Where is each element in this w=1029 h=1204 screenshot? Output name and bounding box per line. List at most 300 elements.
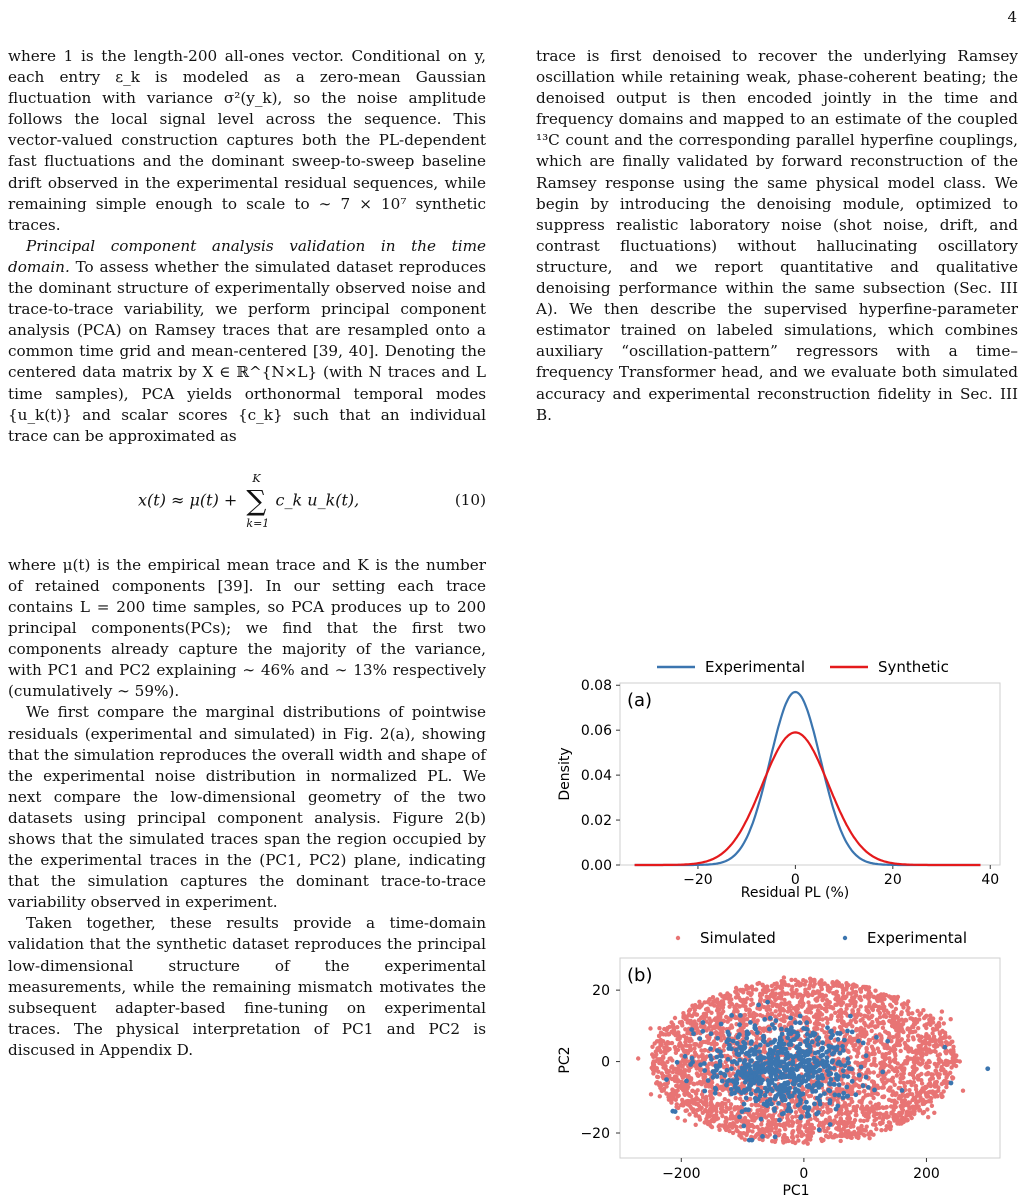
point-experimental <box>755 1030 760 1035</box>
point-simulated <box>698 1043 702 1047</box>
point-simulated <box>911 1037 915 1041</box>
point-simulated <box>831 984 835 988</box>
point-simulated <box>937 1024 941 1028</box>
point-simulated <box>815 1027 819 1031</box>
point-simulated <box>717 1092 721 1096</box>
point-simulated <box>894 1066 898 1070</box>
point-simulated <box>735 987 739 991</box>
point-simulated <box>683 1118 687 1122</box>
point-simulated <box>747 1124 751 1128</box>
point-simulated <box>867 1136 871 1140</box>
point-experimental <box>793 1020 798 1025</box>
point-experimental <box>769 1074 774 1079</box>
point-simulated <box>916 1044 920 1048</box>
point-experimental <box>747 1053 752 1058</box>
legend-a <box>657 658 949 676</box>
point-experimental <box>741 1040 746 1045</box>
point-simulated <box>849 1125 853 1129</box>
point-simulated <box>657 1026 661 1030</box>
point-simulated <box>881 1026 885 1030</box>
point-experimental <box>691 1031 696 1036</box>
point-simulated <box>817 990 821 994</box>
point-experimental <box>766 1060 771 1065</box>
point-simulated <box>765 1007 769 1011</box>
point-simulated <box>818 1010 822 1014</box>
point-experimental <box>832 1082 837 1087</box>
point-experimental <box>809 1065 814 1070</box>
point-simulated <box>790 1115 794 1119</box>
point-simulated <box>759 1122 763 1126</box>
point-simulated <box>724 1128 728 1132</box>
point-simulated <box>744 1119 748 1123</box>
point-simulated <box>805 1089 809 1093</box>
point-simulated <box>868 1038 872 1042</box>
point-simulated <box>681 1088 685 1092</box>
point-simulated <box>687 1037 691 1041</box>
point-simulated <box>916 1034 920 1038</box>
point-experimental <box>765 1066 770 1071</box>
point-simulated <box>908 1105 912 1109</box>
point-simulated <box>880 994 884 998</box>
point-simulated <box>849 1019 853 1023</box>
point-simulated <box>659 1039 663 1043</box>
point-simulated <box>844 1024 848 1028</box>
point-simulated <box>694 1042 698 1046</box>
point-simulated <box>912 1068 916 1072</box>
point-simulated <box>939 1036 943 1040</box>
point-experimental <box>793 1054 798 1059</box>
point-simulated <box>813 1004 817 1008</box>
point-simulated <box>920 1053 924 1057</box>
point-experimental <box>796 1103 801 1108</box>
point-experimental <box>793 1087 798 1092</box>
point-simulated <box>910 1050 914 1054</box>
point-simulated <box>824 994 828 998</box>
point-experimental <box>749 1069 754 1074</box>
point-simulated <box>730 1125 734 1129</box>
point-experimental <box>788 1109 793 1114</box>
point-experimental <box>803 1079 808 1084</box>
point-experimental <box>808 1034 813 1039</box>
point-simulated <box>879 1128 883 1132</box>
point-simulated <box>899 1121 903 1125</box>
point-simulated <box>874 1103 878 1107</box>
point-simulated <box>667 1093 671 1097</box>
point-simulated <box>905 1027 909 1031</box>
point-simulated <box>731 1131 735 1135</box>
point-simulated <box>897 1111 901 1115</box>
point-experimental <box>741 1124 746 1129</box>
point-simulated <box>721 1009 725 1013</box>
point-experimental <box>859 1065 864 1070</box>
point-simulated <box>685 1031 689 1035</box>
point-experimental <box>786 1091 791 1096</box>
point-simulated <box>833 1003 837 1007</box>
point-experimental <box>782 1089 787 1094</box>
point-simulated <box>781 1139 785 1143</box>
point-simulated <box>735 1129 739 1133</box>
point-experimental <box>872 1088 877 1093</box>
point-experimental <box>864 1075 869 1080</box>
figure-svg <box>545 650 1015 1200</box>
point-experimental <box>788 1016 793 1021</box>
point-simulated <box>906 1038 910 1042</box>
point-simulated <box>690 1014 694 1018</box>
point-simulated <box>773 993 777 997</box>
point-simulated <box>905 1080 909 1084</box>
point-simulated <box>701 1040 705 1044</box>
point-simulated <box>821 1126 825 1130</box>
point-simulated <box>767 995 771 999</box>
point-simulated <box>887 1120 891 1124</box>
point-simulated <box>871 1047 875 1051</box>
point-simulated <box>721 1000 725 1004</box>
point-simulated <box>925 1094 929 1098</box>
point-simulated <box>961 1089 965 1093</box>
point-experimental <box>772 1038 777 1043</box>
point-simulated <box>840 1021 844 1025</box>
point-simulated <box>867 1002 871 1006</box>
point-experimental <box>723 1073 728 1078</box>
point-simulated <box>651 1066 655 1070</box>
point-simulated <box>906 1049 910 1053</box>
point-simulated <box>682 1068 686 1072</box>
point-experimental <box>759 1070 764 1075</box>
point-experimental <box>690 1056 695 1061</box>
point-simulated <box>743 1013 747 1017</box>
point-experimental <box>767 1027 772 1032</box>
point-experimental <box>812 1102 817 1107</box>
point-simulated <box>738 997 742 1001</box>
point-simulated <box>708 1093 712 1097</box>
point-simulated <box>864 1032 868 1036</box>
point-simulated <box>839 1139 843 1143</box>
point-simulated <box>778 1009 782 1013</box>
point-simulated <box>636 1056 640 1060</box>
point-simulated <box>710 1002 714 1006</box>
point-simulated <box>890 1020 894 1024</box>
point-experimental <box>837 1082 842 1087</box>
point-simulated <box>671 1024 675 1028</box>
point-simulated <box>655 1046 659 1050</box>
point-simulated <box>857 1099 861 1103</box>
point-experimental <box>942 1045 947 1050</box>
ytick-label-b: 0 <box>601 1054 610 1071</box>
point-simulated <box>741 990 745 994</box>
point-simulated <box>665 1060 669 1064</box>
point-simulated <box>942 1081 946 1085</box>
point-simulated <box>794 1114 798 1118</box>
xlabel-a: Residual PL (%) <box>740 885 850 901</box>
xtick-label-a: −20 <box>683 872 713 888</box>
point-simulated <box>857 1130 861 1134</box>
point-experimental <box>813 1032 818 1037</box>
paragraph: trace is first denoised to recover the underlying Ramsey oscillation while retaining weak, phase-coherent beating; the denoised output is then encoded jointly in the time and frequency domains and mapped to an estimate of the coupled ¹³C count and the corresponding parallel hyperfine couplings, which are finally validated by forward reconstruction of the Ramsey response using the same physical model class. We begin by introducing the denoising module, optimized to suppress realistic laboratory noise (shot noise, drift, and contrast fluctuations) without hallucinating oscillatory structure, and we report quantitative and qualitative denoising performance within the same subsection (Sec. III A). We then describe the supervised hyperfine-parameter estimator trained on labeled simulations, which combines auxiliary “oscillation-pattern” regressors with a time–frequency Transformer head, and we evaluate both simulated accuracy and experimental reconstruction fidelity in Sec. III B. <box>536 47 1018 424</box>
point-simulated <box>878 1115 882 1119</box>
point-simulated <box>720 1105 724 1109</box>
point-experimental <box>815 1074 820 1079</box>
point-simulated <box>917 1061 921 1065</box>
point-experimental <box>806 1060 811 1065</box>
point-simulated <box>884 1128 888 1132</box>
point-experimental <box>773 1077 778 1082</box>
point-simulated <box>901 1102 905 1106</box>
point-simulated <box>773 986 777 990</box>
point-simulated <box>752 1118 756 1122</box>
point-simulated <box>801 1110 805 1114</box>
point-simulated <box>691 1005 695 1009</box>
point-simulated <box>866 1093 870 1097</box>
point-experimental <box>803 1026 808 1031</box>
point-experimental <box>773 1061 778 1066</box>
point-simulated <box>945 1040 949 1044</box>
point-simulated <box>826 1107 830 1111</box>
point-experimental <box>726 1057 731 1062</box>
point-experimental <box>799 1114 804 1119</box>
point-experimental <box>850 1079 855 1084</box>
point-experimental <box>753 1066 758 1071</box>
point-experimental <box>798 1098 803 1103</box>
point-simulated <box>863 1059 867 1063</box>
point-simulated <box>665 1040 669 1044</box>
point-experimental <box>864 1053 869 1058</box>
point-experimental <box>843 1063 848 1068</box>
point-simulated <box>721 1033 725 1037</box>
point-experimental <box>779 1027 784 1032</box>
point-simulated <box>912 1076 916 1080</box>
point-experimental <box>766 1087 771 1092</box>
point-simulated <box>770 1126 774 1130</box>
page-number: 4 <box>1007 8 1017 26</box>
equation-lhs: x(t) ≈ μ(t) + <box>138 490 238 510</box>
point-simulated <box>873 989 877 993</box>
point-experimental <box>760 1134 765 1139</box>
point-simulated <box>919 1090 923 1094</box>
paragraph: We first compare the marginal distributions of pointwise residuals (experimental and simulated) in Fig. 2(a), showing that the simulation reproduces the overall width and shape of the experimental noise distribution in normalized PL. We next compare the low-dimensional geometry of the two datasets using principal component analysis. Figure 2(b) shows that the simulated traces span the region occupied by the experimental traces in the (PC1, PC2) plane, indicating that the simulation captures the dominant trace-to-trace variability observed in experiment. <box>8 703 486 912</box>
point-simulated <box>943 1050 947 1054</box>
point-experimental <box>780 1098 785 1103</box>
point-experimental <box>758 1055 763 1060</box>
point-experimental <box>749 1041 754 1046</box>
point-simulated <box>850 986 854 990</box>
point-simulated <box>881 1020 885 1024</box>
xlabel-b: PC1 <box>782 1183 810 1199</box>
point-simulated <box>708 1120 712 1124</box>
point-experimental <box>775 1055 780 1060</box>
point-experimental <box>783 1068 788 1073</box>
point-experimental <box>779 1060 784 1065</box>
xtick-label-b: 200 <box>913 1166 940 1182</box>
legend-label-synthetic: Synthetic <box>878 658 949 676</box>
point-simulated <box>890 1004 894 1008</box>
point-simulated <box>667 1098 671 1102</box>
point-experimental <box>773 1096 778 1101</box>
point-simulated <box>833 1011 837 1015</box>
point-simulated <box>844 1134 848 1138</box>
point-simulated <box>697 1055 701 1059</box>
point-simulated <box>951 1054 955 1058</box>
point-experimental <box>816 1069 821 1074</box>
sum-lower: k=1 <box>246 516 270 530</box>
point-experimental <box>719 1022 724 1027</box>
point-simulated <box>918 1049 922 1053</box>
point-experimental <box>689 1027 694 1032</box>
point-simulated <box>846 1129 850 1133</box>
point-simulated <box>919 1072 923 1076</box>
point-experimental <box>735 1077 740 1082</box>
point-simulated <box>895 1038 899 1042</box>
point-simulated <box>861 1096 865 1100</box>
point-simulated <box>721 1123 725 1127</box>
point-experimental <box>729 1091 734 1096</box>
point-simulated <box>883 1056 887 1060</box>
point-simulated <box>707 998 711 1002</box>
point-experimental <box>866 1085 871 1090</box>
ylabel-b: PC2 <box>557 1046 573 1074</box>
point-experimental <box>827 1101 832 1106</box>
point-simulated <box>716 1116 720 1120</box>
point-simulated <box>760 983 764 987</box>
series-line-experimental <box>635 692 981 865</box>
point-experimental <box>727 1032 732 1037</box>
equation-number: (10) <box>454 491 486 510</box>
point-simulated <box>872 1070 876 1074</box>
point-simulated <box>687 1020 691 1024</box>
point-simulated <box>858 1018 862 1022</box>
point-experimental <box>746 1031 751 1036</box>
point-simulated <box>790 1130 794 1134</box>
point-experimental <box>874 1035 879 1040</box>
point-simulated <box>913 1097 917 1101</box>
point-experimental <box>792 1077 797 1082</box>
point-experimental <box>804 1020 809 1025</box>
point-simulated <box>870 1020 874 1024</box>
point-simulated <box>685 1108 689 1112</box>
point-experimental <box>778 1089 783 1094</box>
point-simulated <box>754 987 758 991</box>
point-experimental <box>725 1079 730 1084</box>
point-simulated <box>895 997 899 1001</box>
point-simulated <box>838 1025 842 1029</box>
point-simulated <box>795 1134 799 1138</box>
point-experimental <box>683 1054 688 1059</box>
point-simulated <box>921 1102 925 1106</box>
point-simulated <box>782 1133 786 1137</box>
point-simulated <box>686 1085 690 1089</box>
point-simulated <box>893 1053 897 1057</box>
paragraph: Taken together, these results provide a time-domain validation that the synthetic dataset reproduces the principal low-dimensional structure of the experimental measurements, while the remaining mismatch motivates the subsequent adapter-based fine-tuning on experimental traces. The physical interpretation of PC1 and PC2 is discused in Appendix D. <box>8 914 486 1059</box>
point-simulated <box>787 1001 791 1005</box>
point-simulated <box>688 1105 692 1109</box>
point-simulated <box>907 1088 911 1092</box>
point-experimental <box>688 1062 693 1067</box>
point-experimental <box>712 1071 717 1076</box>
point-simulated <box>740 1029 744 1033</box>
point-simulated <box>675 1037 679 1041</box>
point-simulated <box>871 1005 875 1009</box>
point-simulated <box>836 999 840 1003</box>
point-simulated <box>754 1103 758 1107</box>
right-column <box>536 46 1018 426</box>
point-simulated <box>766 988 770 992</box>
point-experimental <box>845 1094 850 1099</box>
point-simulated <box>938 1059 942 1063</box>
point-experimental <box>713 1086 718 1091</box>
point-simulated <box>822 1110 826 1114</box>
point-experimental <box>818 1093 823 1098</box>
point-experimental <box>834 1072 839 1077</box>
point-simulated <box>844 1103 848 1107</box>
point-simulated <box>888 1060 892 1064</box>
point-simulated <box>808 1130 812 1134</box>
point-experimental <box>749 1059 754 1064</box>
point-simulated <box>692 1019 696 1023</box>
point-simulated <box>774 1009 778 1013</box>
point-simulated <box>880 1052 884 1056</box>
point-experimental <box>777 1069 782 1074</box>
point-simulated <box>902 1001 906 1005</box>
point-simulated <box>896 1061 900 1065</box>
point-experimental <box>745 1086 750 1091</box>
point-simulated <box>915 1090 919 1094</box>
point-experimental <box>773 1083 778 1088</box>
point-simulated <box>891 1112 895 1116</box>
point-experimental <box>729 1013 734 1018</box>
point-simulated <box>904 1018 908 1022</box>
point-simulated <box>872 1059 876 1063</box>
point-experimental <box>758 1043 763 1048</box>
point-simulated <box>932 1111 936 1115</box>
point-simulated <box>854 1113 858 1117</box>
equation-10 <box>8 469 486 533</box>
point-experimental <box>748 1049 753 1054</box>
point-experimental <box>814 1112 819 1117</box>
point-experimental <box>736 1088 741 1093</box>
point-simulated <box>937 1075 941 1079</box>
point-simulated <box>855 1061 859 1065</box>
point-simulated <box>789 978 793 982</box>
point-simulated <box>904 1112 908 1116</box>
point-simulated <box>749 992 753 996</box>
point-simulated <box>879 1036 883 1040</box>
point-simulated <box>948 1071 952 1075</box>
point-simulated <box>862 1089 866 1093</box>
point-experimental <box>816 1085 821 1090</box>
point-simulated <box>879 1040 883 1044</box>
point-simulated <box>836 1014 840 1018</box>
point-simulated <box>777 1013 781 1017</box>
point-experimental <box>861 1083 866 1088</box>
point-experimental <box>825 1055 830 1060</box>
point-experimental <box>773 1135 778 1140</box>
point-simulated <box>912 1112 916 1116</box>
point-experimental <box>791 1029 796 1034</box>
point-simulated <box>887 1114 891 1118</box>
point-experimental <box>736 1053 741 1058</box>
point-simulated <box>844 981 848 985</box>
point-experimental <box>861 1041 866 1046</box>
point-experimental <box>797 1077 802 1082</box>
point-simulated <box>928 1090 932 1094</box>
point-simulated <box>677 1033 681 1037</box>
point-experimental <box>729 1078 734 1083</box>
point-simulated <box>724 1105 728 1109</box>
point-experimental <box>729 1087 734 1092</box>
point-simulated <box>868 1100 872 1104</box>
point-simulated <box>813 1116 817 1120</box>
point-simulated <box>952 1063 956 1067</box>
point-experimental <box>849 1067 854 1072</box>
